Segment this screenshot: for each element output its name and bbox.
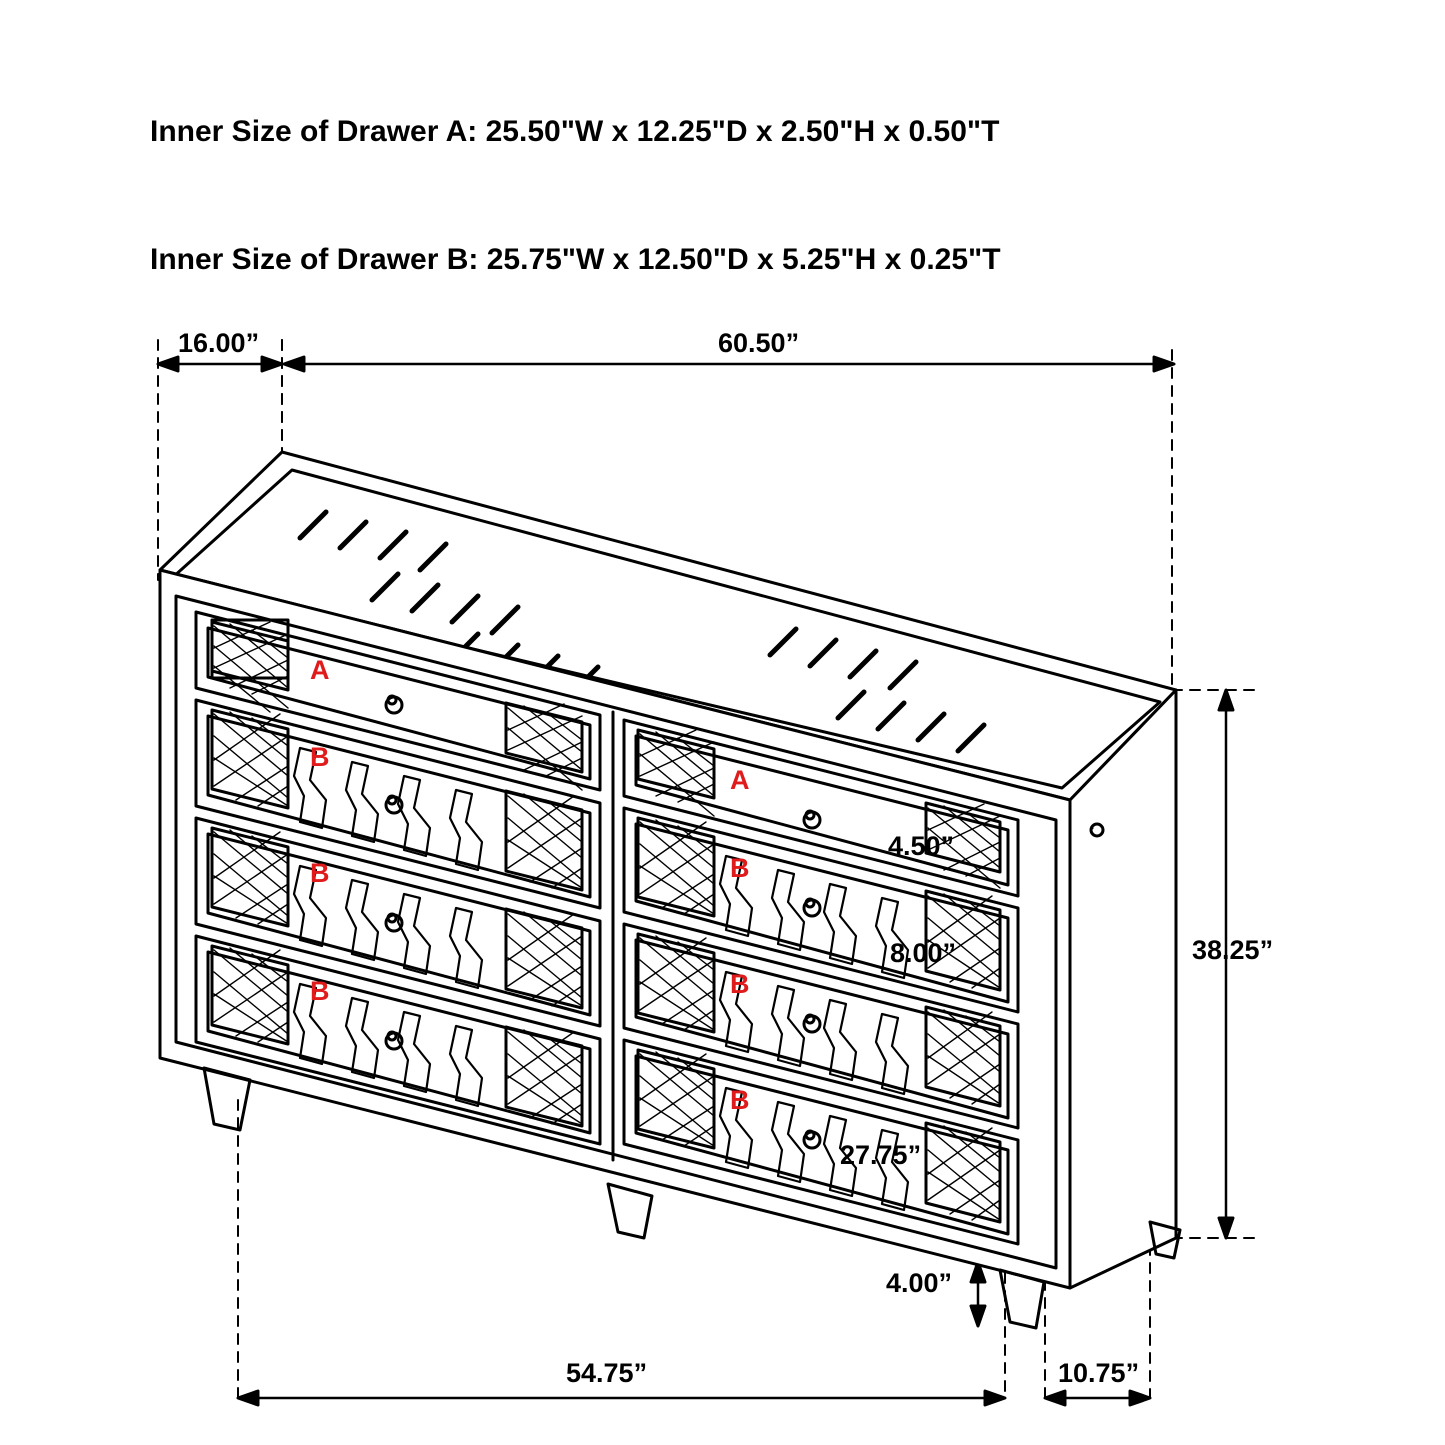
dim-label-drawer-a-height: 4.50” [888,831,955,861]
drawer-label-left-b2: B [310,858,330,888]
drawer-label-left-b3: B [310,976,330,1006]
drawer-label-right-b1: B [730,853,750,883]
drawer-label-right-a: A [730,765,750,795]
dim-label-height-right: 38.25” [1192,935,1274,965]
dim-label-leg-height: 4.00” [886,1268,953,1298]
drawer-label-right-b2: B [730,969,750,999]
drawer-label-right-b3: B [730,1085,750,1115]
dim-label-drawer-b-height: 8.00” [890,938,957,968]
dim-label-width-top: 60.50” [718,328,800,358]
dim-label-side-depth-bottom: 10.75” [1058,1358,1140,1388]
dim-label-front-width-bottom: 54.75” [566,1358,648,1388]
inner-size-drawer-b: Inner Size of Drawer B: 25.75"W x 12.50"D x 5.25"H x 0.25"T [150,242,1001,276]
drawer-label-left-a: A [310,655,330,685]
dim-label-depth-top-left: 16.00” [178,328,260,358]
dim-arrow-bottom [238,1391,1150,1405]
drawer-label-left-b1: B [310,742,330,772]
dim-arrow-leg-height [971,1262,985,1326]
inner-size-drawer-a: Inner Size of Drawer A: 25.50"W x 12.25"D x 2.50"H x 0.50"T [150,115,1000,149]
dim-arrow-top [158,357,1174,371]
dim-label-drawer-width: 27.75” [840,1140,922,1170]
